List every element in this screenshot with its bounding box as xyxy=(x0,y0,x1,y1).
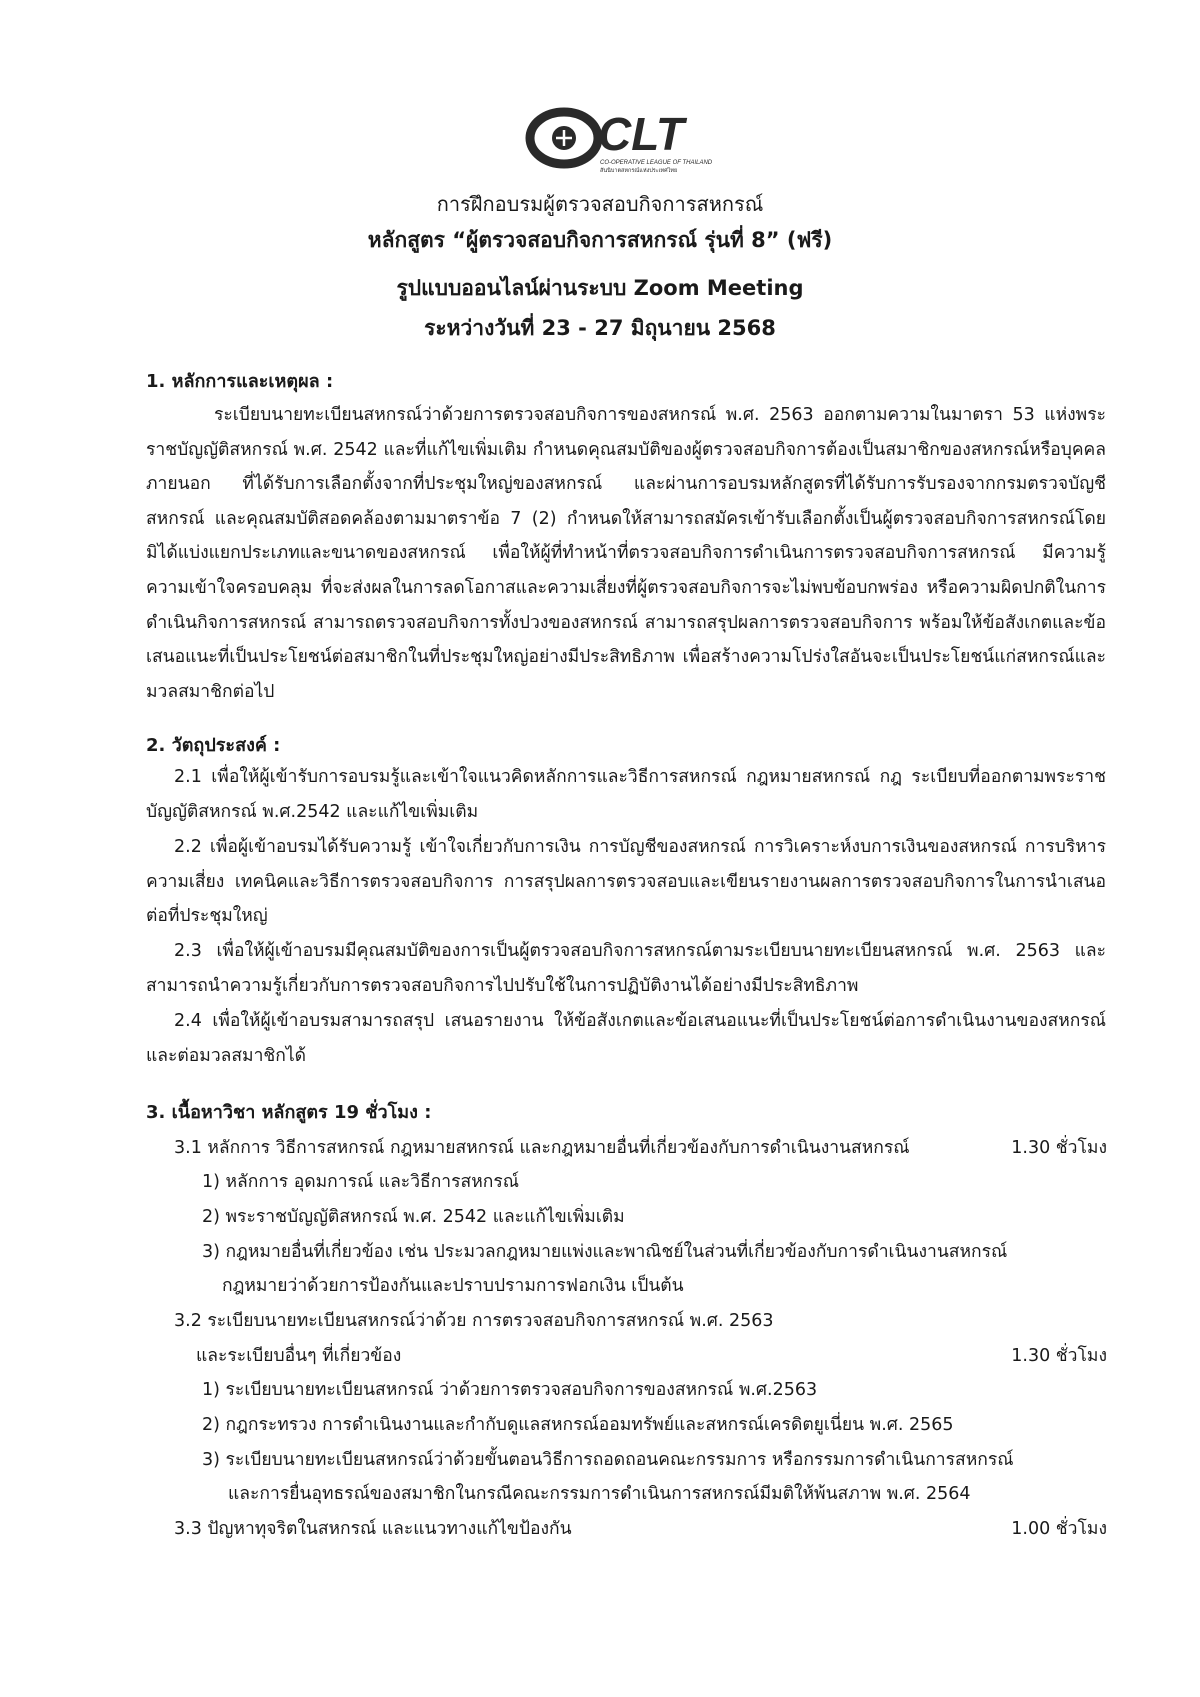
topic-3-1-item: 2) พระราชบัญญัติสหกรณ์ พ.ศ. 2542 และแก้ไขเพิ่มเติม xyxy=(202,1207,625,1227)
topic-3-2-item-cont: และการยื่นอุทธรณ์ของสมาชิกในกรณีคณะกรรมการดำเนินการสหกรณ์มีมติให้พ้นสภาพ พ.ศ. 2564 xyxy=(228,1484,971,1504)
topic-3-2-item: 2) กฎกระทรวง การดำเนินงานและกำกับดูแลสหกรณ์ออมทรัพย์และสหกรณ์เครดิตยูเนี่ยน พ.ศ. 2565 xyxy=(202,1415,954,1435)
topic-3-3-hours: 1.00 ชั่วโมง xyxy=(1011,1519,1107,1539)
svg-text:สันนิบาตสหกรณ์แห่งประเทศไทย: สันนิบาตสหกรณ์แห่งประเทศไทย xyxy=(600,168,678,174)
header-line-1: การฝึกอบรมผู้ตรวจสอบกิจการสหกรณ์ xyxy=(436,192,764,216)
topic-3-2-item: 1) ระเบียบนายทะเบียนสหกรณ์ ว่าด้วยการตรวจสอบกิจการของสหกรณ์ พ.ศ.2563 xyxy=(202,1380,818,1400)
topic-3-2-cont: และระเบียบอื่นๆ ที่เกี่ยวข้อง xyxy=(196,1346,402,1366)
objective-2-4: 2.4 เพื่อให้ผู้เข้าอบรมสามารถสรุป เสนอรายงาน ให้ข้อสังเกตและข้อเสนอแนะที่เป็นประโยชน์ต่อการดำเนินงานของสหกรณ์และต่อมวลสมาชิกได้ xyxy=(146,1011,1106,1066)
topic-3-2-item: 3) ระเบียบนายทะเบียนสหกรณ์ว่าด้วยขั้นตอนวิธีการถอดถอนคณะกรรมการ หรือกรรมการดำเนินการสหกรณ์ xyxy=(202,1450,1014,1470)
svg-text:CO-OPERATIVE LEAGUE OF THAILAN: CO-OPERATIVE LEAGUE OF THAILAND xyxy=(600,160,713,166)
objective-2-3: 2.3 เพื่อให้ผู้เข้าอบรมมีคุณสมบัติของการเป็นผู้ตรวจสอบกิจการสหกรณ์ตามระเบียบนายทะเบียนสหกรณ์ พ.ศ. 2563 และสามารถนำความรู้เกี่ยวกับการตรวจสอบกิจการไปปรับใช้ในการปฏิบัติงานได้อย่างมีประสิทธิภาพ xyxy=(146,941,1106,996)
course-title: หลักสูตร “ผู้ตรวจสอบกิจการสหกรณ์ รุ่นที่ 8” (ฟรี) xyxy=(367,228,833,252)
topic-3-1: 3.1 หลักการ วิธีการสหกรณ์ กฎหมายสหกรณ์ และกฎหมายอื่นที่เกี่ยวข้องกับการดำเนินงานสหกรณ์ xyxy=(174,1138,910,1158)
topic-3-3: 3.3 ปัญหาทุจริตในสหกรณ์ และแนวทางแก้ไขป้องกัน xyxy=(174,1519,572,1539)
clt-logo xyxy=(520,100,720,178)
section-2-title: 2. วัตถุประสงค์ : xyxy=(146,735,281,756)
topic-3-1-item-cont: กฎหมายว่าด้วยการป้องกันและปราบปรามการฟอกเงิน เป็นต้น xyxy=(222,1276,684,1296)
section-1-title: 1. หลักการและเหตุผล : xyxy=(146,371,334,392)
topic-3-1-item: 1) หลักการ อุดมการณ์ และวิธีการสหกรณ์ xyxy=(202,1172,519,1192)
topic-3-1-item: 3) กฎหมายอื่นที่เกี่ยวข้อง เช่น ประมวลกฎหมายแพ่งและพาณิชย์ในส่วนที่เกี่ยวข้องกับการดำเนินงานสหกรณ์ xyxy=(202,1242,1008,1262)
course-format: รูปแบบออนไลน์ผ่านระบบ Zoom Meeting xyxy=(396,276,804,300)
logo-text: CLT xyxy=(598,108,685,160)
section-3-title: 3. เนื้อหาวิชา หลักสูตร 19 ชั่วโมง : xyxy=(146,1102,432,1123)
topic-3-2: 3.2 ระเบียบนายทะเบียนสหกรณ์ว่าด้วย การตรวจสอบกิจการสหกรณ์ พ.ศ. 2563 xyxy=(174,1311,774,1331)
topic-3-2-hours: 1.30 ชั่วโมง xyxy=(1011,1346,1107,1366)
topic-3-1-hours: 1.30 ชั่วโมง xyxy=(1011,1138,1107,1158)
objective-2-1: 2.1 เพื่อให้ผู้เข้ารับการอบรมรู้และเข้าใจแนวคิดหลักการและวิธีการสหกรณ์ กฎหมายสหกรณ์ กฎ ระเบียบที่ออกตามพระราชบัญญัติสหกรณ์ พ.ศ.2542 และแก้ไขเพิ่มเติม xyxy=(146,767,1106,822)
course-dates: ระหว่างวันที่ 23 - 27 มิถุนายน 2568 xyxy=(424,316,776,340)
objective-2-2: 2.2 เพื่อผู้เข้าอบรมได้รับความรู้ เข้าใจเกี่ยวกับการเงิน การบัญชีของสหกรณ์ การวิเคราะห์งบการเงินของสหกรณ์ การบริหารความเสี่ยง เทคนิคและวิธีการตรวจสอบกิจการ การสรุปผลการตรวจสอบและเขียนรายงานผลการตรวจสอบกิจการในการนำเสนอต่อที่ประชุมใหญ่ xyxy=(146,837,1106,927)
section-1-body: ระเบียบนายทะเบียนสหกรณ์ว่าด้วยการตรวจสอบกิจการของสหกรณ์ พ.ศ. 2563 ออกตามความในมาตรา 53 แห่งพระราชบัญญัติสหกรณ์ พ.ศ. 2542 และที่แก้ไขเพิ่มเติม กำหนดคุณสมบัติของผู้ตรวจสอบกิจการต้องเป็นสมาชิกของสหกรณ์หรือบุคคลภายนอก ที่ได้รับการเลือกตั้งจากที่ประชุมใหญ่ของสหกรณ์ และผ่านการอบรมหลักสูตรที่ได้รับการรับรองจากกรมตรวจบัญชีสหกรณ์ และคุณสมบัติสอดคล้องตามมาตราข้อ 7 (2) กำหนดให้สามารถสมัครเข้ารับเลือกตั้งเป็นผู้ตรวจสอบกิจการสหกรณ์โดยมิได้แบ่งแยกประเภทและขนาดของสหกรณ์ เพื่อให้ผู้ที่ทำหน้าที่ตรวจสอบกิจการดำเนินการตรวจสอบกิจการสหกรณ์ มีความรู้ ความเข้าใจครอบคลุม ที่จะส่งผลในการลดโอกาสและความเสี่ยงที่ผู้ตรวจสอบกิจการจะไม่พบข้อบกพร่อง หรือความผิดปกติในการดำเนินกิจการสหกรณ์ สามารถตรวจสอบกิจการทั้งปวงของสหกรณ์ สามารถสรุปผลการตรวจสอบกิจการ พร้อมให้ข้อสังเกตและข้อเสนอแนะที่เป็นประโยชน์ต่อสมาชิกในที่ประชุมใหญ่อย่างมีประสิทธิภาพ เพื่อสร้างความโปร่งใสอันจะเป็นประโยชน์แก่สหกรณ์และมวลสมาชิกต่อไป xyxy=(146,405,1106,702)
